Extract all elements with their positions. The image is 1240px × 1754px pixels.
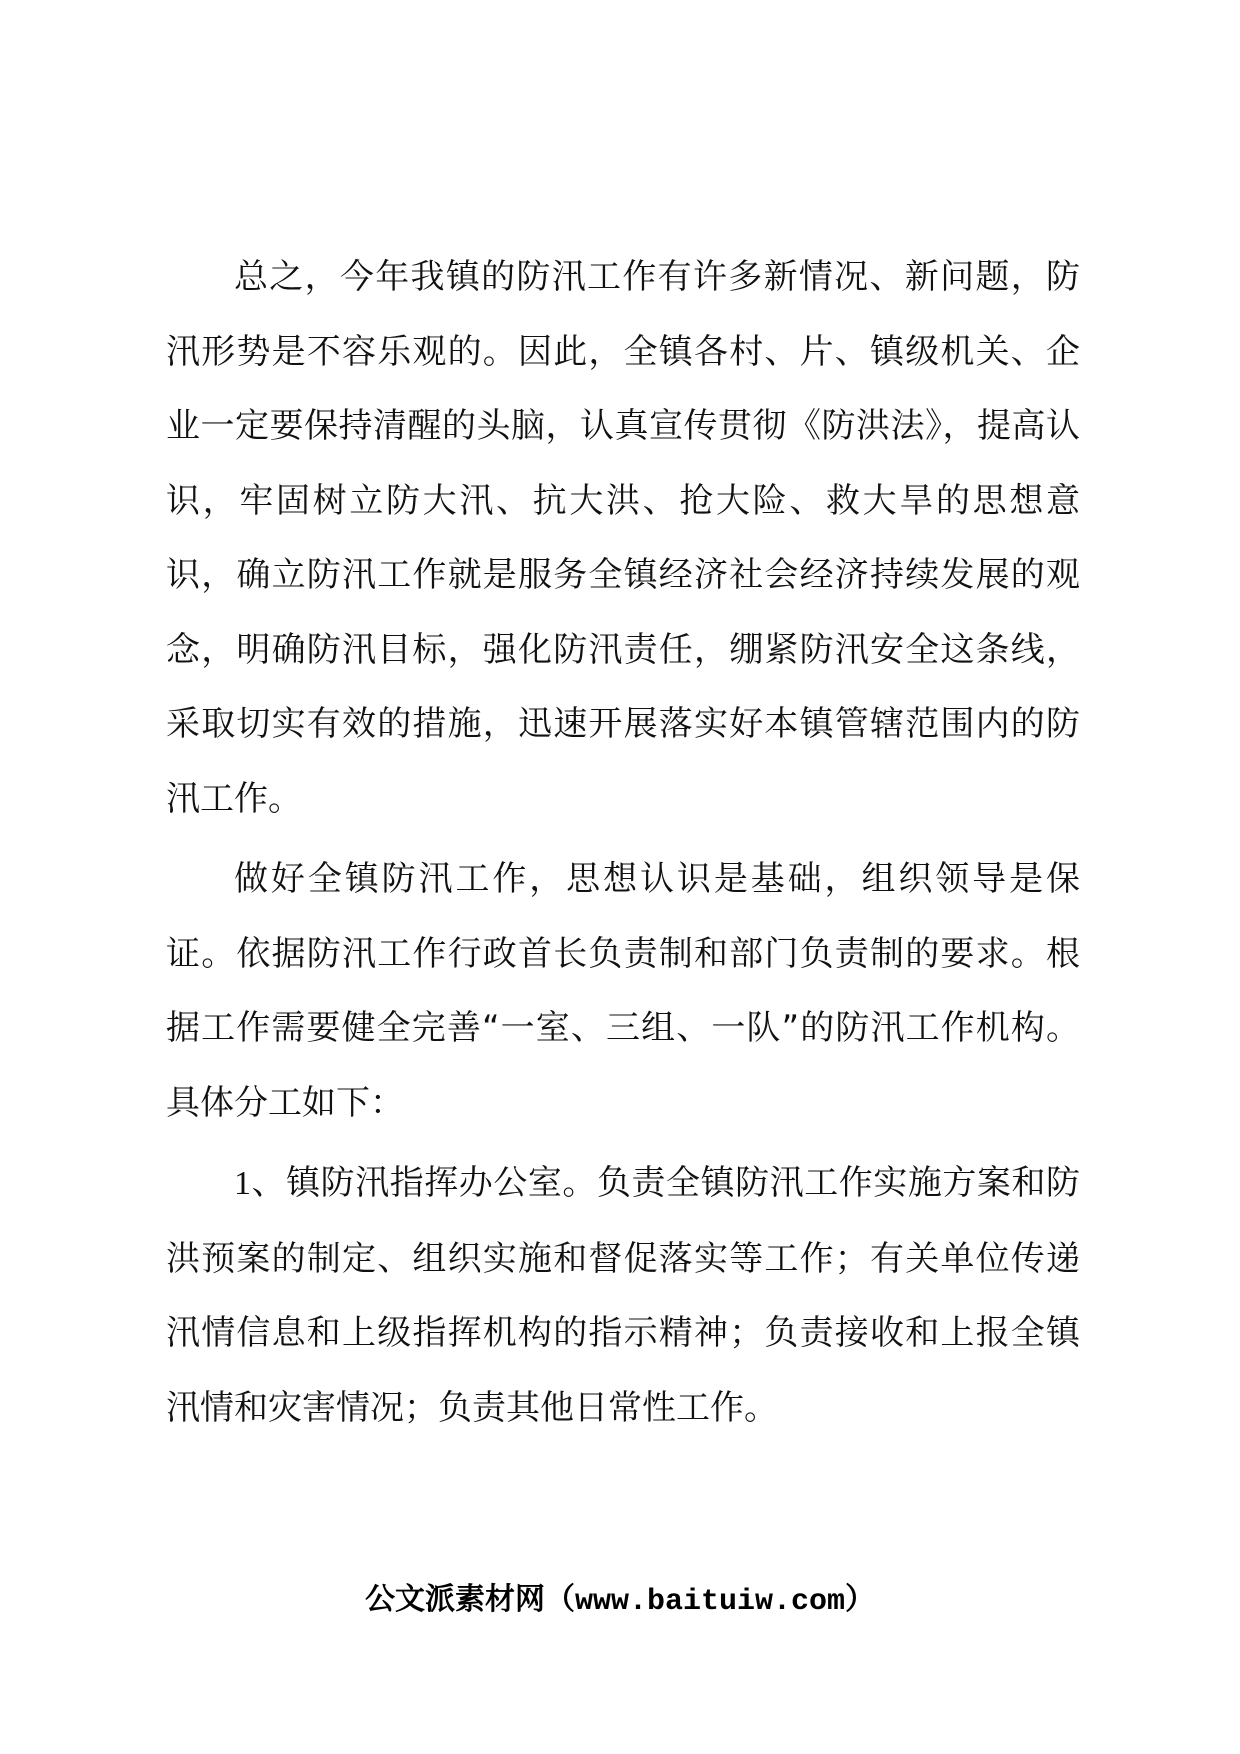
paragraph-organization: 做好全镇防汛工作，思想认识是基础，组织领导是保证。依据防汛工作行政首长负责制和部门负责制的要求。根据工作需要健全完善“一室、三组、一队”的防汛工作机构。具体分工如下： xyxy=(166,859,1080,1123)
footer-paren-open: （ xyxy=(544,1582,575,1617)
footer-url-link[interactable]: www.baituiw.com xyxy=(574,1585,846,1619)
document-body xyxy=(166,240,1080,1445)
item-text: 、镇防汛指挥办公室。负责全镇防汛工作实施方案和防洪预案的制定、组织实施和督促落实等工作；有关单位传递汛情信息和上级指挥机构的指示精神；负责接收和上报全镇汛情和灾害情况；负责其他日常性工作。 xyxy=(166,1163,1080,1428)
paragraph-summary: 总之，今年我镇的防汛工作有许多新情况、新问题，防汛形势是不容乐观的。因此，全镇各村、片、镇级机关、企业一定要保持清醒的头脑，认真宣传贯彻《防洪法》，提高认识，牢固树立防大汛、抗大洪、抢大险、救大旱的思想意识，确立防汛工作就是服务全镇经济社会经济持续发展的观念，明确防汛目标，强化防汛责任，绷紧防汛安全这条线，采取切实有效的措施，迅速开展落实好本镇管辖范围内的防汛工作。 xyxy=(166,257,1080,819)
footer-paren-close: ） xyxy=(845,1582,876,1617)
page-footer xyxy=(0,1580,1240,1622)
paragraph-item-1 xyxy=(166,1146,1080,1445)
footer-site-name: 公文派素材网 xyxy=(364,1582,545,1617)
item-number: 1 xyxy=(234,1165,251,1202)
